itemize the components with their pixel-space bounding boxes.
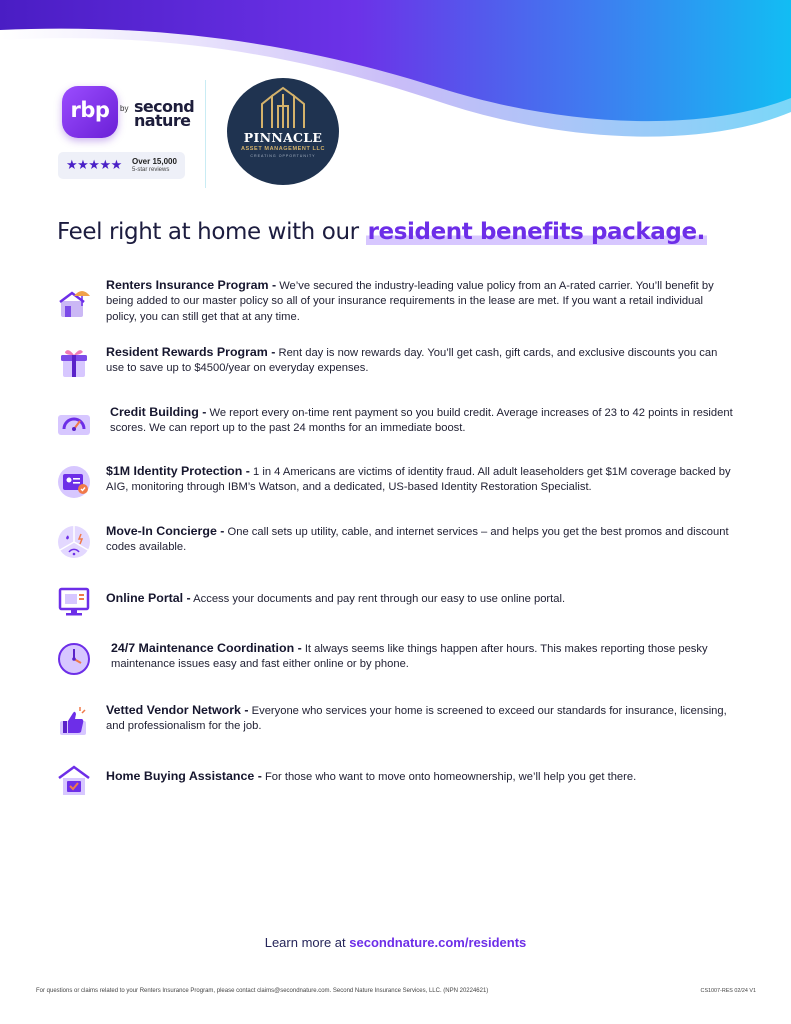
- by-text: by: [120, 104, 129, 113]
- benefit-title: Renters Insurance Program -: [106, 278, 277, 292]
- benefit-description: For those who want to move onto homeownership, we’ll help you get there.: [261, 771, 637, 783]
- logo-divider: [205, 80, 206, 188]
- id-badge-icon: [56, 464, 92, 500]
- pinnacle-tagline: CREATING OPPORTUNITY: [250, 154, 316, 158]
- thumbs-up-icon: [56, 703, 92, 739]
- benefit-description: 1 in 4 Americans are victims of identity fraud. All adult leaseholders get $1M coverage backed by AIG, monitoring through IBM’s Watson, and a dedicated, US-based Identity Restoration Specialist.: [106, 466, 731, 494]
- benefit-description: We’ve secured the industry-leading value policy from an A-rated carrier. You’ll benefit by being added to our master policy so all of your insurance requirements in the lease are met. If you want a retail individual policy, you can still get that at any time.: [106, 280, 714, 323]
- footer-disclaimer: For questions or claims related to your Renters Insurance Program, please contact claims@secondnature.com. Second Nature Insurance Services, LLC. (NPN 20224621): [36, 988, 489, 994]
- buildings-icon: [256, 86, 310, 130]
- benefit-title: Move-In Concierge -: [106, 524, 225, 538]
- benefit-title: Vetted Vendor Network -: [106, 703, 249, 717]
- residents-link[interactable]: secondnature.com/residents: [349, 935, 527, 950]
- gift-icon: [56, 345, 92, 381]
- reviews-count: Over 15,000: [132, 157, 177, 166]
- benefit-title: Resident Rewards Program -: [106, 345, 276, 359]
- header-wave: [0, 0, 791, 150]
- pinnacle-subtitle: ASSET MANAGEMENT LLC: [240, 146, 326, 152]
- credit-gauge-icon: [56, 405, 92, 441]
- page-title-highlight: resident benefits package.: [367, 219, 706, 245]
- learn-more-line: [0, 935, 791, 950]
- benefit-title: Home Buying Assistance -: [106, 769, 262, 783]
- benefit-title: 24/7 Maintenance Coordination -: [111, 641, 302, 655]
- benefit-title: Online Portal -: [106, 591, 191, 605]
- rbp-logo-text: rbp: [70, 98, 110, 122]
- benefit-description: One call sets up utility, cable, and internet services – and helps you get the best promos and discount codes available.: [106, 526, 729, 554]
- learn-more-prefix: Learn more at: [264, 935, 350, 950]
- star-rating-icon: ★★★★★: [66, 157, 122, 172]
- umbrella-house-icon: [56, 284, 92, 320]
- footer-document-code: CS1007-RES 02/24 V1: [700, 988, 756, 994]
- reviews-badge: [58, 152, 185, 179]
- pinnacle-name: PINNACLE: [243, 130, 323, 145]
- clock-icon: [56, 641, 92, 677]
- benefit-title: Credit Building -: [110, 405, 207, 419]
- second-nature-logo-line1: second: [134, 97, 195, 116]
- benefit-description: We report every on-time rent payment so you build credit. Average increases of 23 to 42 points in resident scores. We can report up to the past 24 months for an immediate boost.: [110, 407, 733, 435]
- utilities-icon: [56, 524, 92, 560]
- benefit-description: Rent day is now rewards day. You’ll get cash, gift cards, and exclusive discounts you can use to save up to $4500/year on everyday expenses.: [106, 347, 718, 375]
- reviews-caption: 5-star reviews: [132, 167, 170, 173]
- second-nature-logo-line2: nature: [134, 111, 191, 130]
- benefit-description: It always seems like things happen after hours. This makes reporting those pesky maintenance issues easy and fast either online or by phone.: [111, 643, 708, 671]
- benefit-description: Everyone who services your home is screened to exceed our standards for insurance, licensing, and professionalism for the job.: [106, 705, 727, 733]
- benefit-title: $1M Identity Protection -: [106, 464, 250, 478]
- home-check-icon: [56, 763, 92, 799]
- page-title: [57, 219, 707, 245]
- monitor-icon: [56, 583, 92, 619]
- page-title-plain: Feel right at home with our: [57, 219, 366, 245]
- rbp-logo: [62, 86, 118, 138]
- benefit-description: Access your documents and pay rent through our easy to use online portal.: [190, 593, 566, 605]
